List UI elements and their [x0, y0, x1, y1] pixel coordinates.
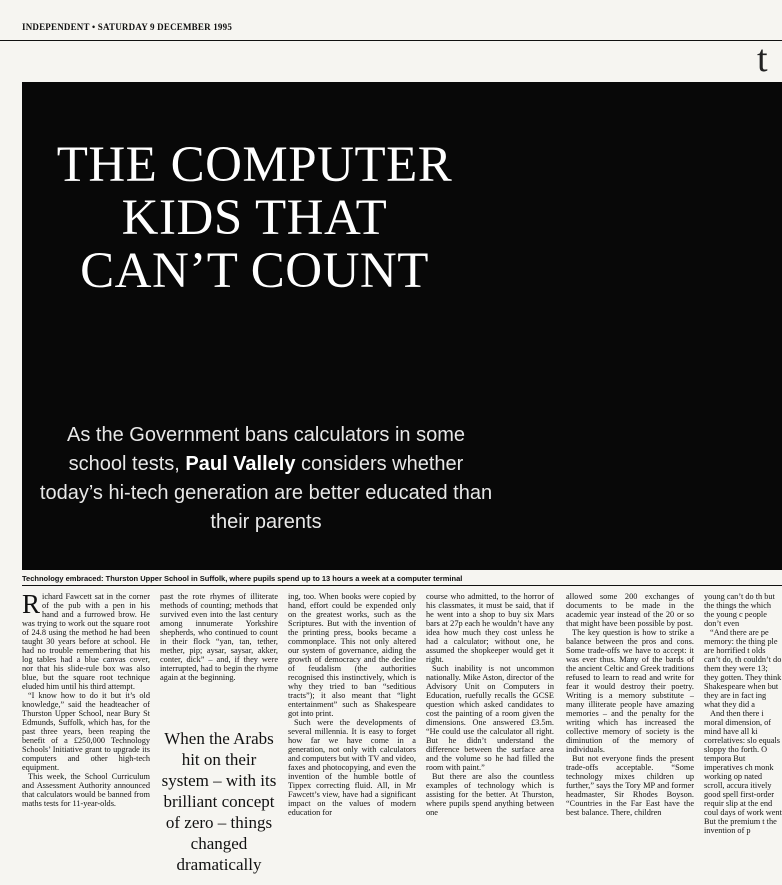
- article-paragraph: But there are also the countless examples of technology which is assisting for the better. At Thurston, where pupils spend anything between one: [426, 772, 554, 817]
- article-paragraph: Richard Fawcett sat in the corner of the pub with a pen in his hand and a furrowed brow. He was trying to work out the square root of 24.8 using the method he had been taught 30 years before at school. He had no trouble remembering that his log tables had a blue canvas cover, nor that his slide-rule box was also blue, but the square root technique eluded him until his third attempt.: [22, 592, 150, 691]
- article-paragraph: And then there i moral dimension, of mind have all ki correlatives: slo equals sloppy tho forth. O tempora But imperatives ch monk working op nated scroll, accura itively good spell first-order requir slip at the end coul days of work went But the premium t the invention of p: [704, 709, 782, 835]
- article-paragraph: The key question is how to strike a balance between the pros and cons. Some trade-offs we have to accept: it was ever thus. Many of the bards of the ancient Celtic and Greek traditions refused to learn to read and write for fear it would destroy their poetry. Writing is a memory substitute – many illiterate people have amazing memories – and the penalty for the writing which has increased the collective memory of society is the diminution of the memory of individuals.: [566, 628, 694, 754]
- headline-line-3: CAN’T COUNT: [80, 243, 429, 299]
- feature-photo: [22, 82, 782, 570]
- article-paragraph: “I know how to do it but it’s old knowledge,” said the headteacher of Thurston Upper School, near Bury St Edmunds, Suffolk, which has, for the past three years, been reaping the benefit of a £250,000 Technology Schools’ Initiative grant to upgrade its computers and other high-tech equipment.: [22, 691, 150, 772]
- standfirst-outro: considers whether today’s hi-tech generation are better educated than their parents: [39, 453, 493, 533]
- article-paragraph: But not everyone finds the present trade-offs acceptable. “Some technology mixes children up further,” says the Tory MP and former headmaster, Sir Rhodes Boyson. “Countries in the Far East have the best balance. There, children: [566, 754, 694, 817]
- article-paragraph: Such inability is not uncommon nationally. Mike Aston, director of the Advisory Unit on Computers in Education, ruefully recalls the GCSE question which asked candidates to cost the painting of a room given the dimensions. One answered £3.5m. “He could use the calculator all right. But he didn’t understand the difference between the surface area and the volume so he had filled the room with paint.”: [426, 664, 554, 772]
- photo-caption: Technology embraced: Thurston Upper School in Suffolk, where pupils spend up to 13 hours a week at a computer terminal: [22, 574, 463, 583]
- article-column-3: [288, 592, 416, 885]
- article-paragraph: course who admitted, to the horror of his classmates, it must be said, that if he went into a shop to buy six Mars bars at 27p each he wouldn’t have any idea how much they cost unless he had a calculator; without one, he assumed the shopkeeper would get it right.: [426, 592, 554, 664]
- standfirst-intro: As the Government bans calculators in some school tests,: [67, 424, 465, 475]
- article-paragraph: “And there are pe memory: the thing ple are horrified t olds can’t do, th couldn’t do them they were 13; they gotten. They think Shakespeare when but they are in fact ing what they did a: [704, 628, 782, 709]
- article-paragraph: Such were the developments of several millennia. It is easy to forget how far we have come in a generation, not only with calculators and computers but with TV and video, faxes and photocopying, and even the invention of the humble bottle of Tippex correcting fluid. All, in Mr Fawcett’s view, have had a significant impact on the values of modern education for: [288, 718, 416, 817]
- headline: [42, 139, 467, 298]
- pull-quote: When the Arabs hit on their system – with its brilliant concept of zero – things changed dramatically: [161, 729, 277, 874]
- partial-headline-letter: t: [757, 38, 768, 80]
- headline-line-1: THE COMPUTER: [56, 137, 453, 193]
- caption-rule: [22, 585, 782, 586]
- author-byline: Paul Vallely: [185, 453, 296, 475]
- article-column-6-cropped: [704, 592, 782, 885]
- headline-line-2: KIDS THAT: [121, 190, 388, 246]
- top-rule: [0, 40, 782, 41]
- article-paragraph: allowed some 200 exchanges of documents to be made in the academic year instead of the 20 or so that might have been possible by post.: [566, 592, 694, 628]
- article-paragraph: past the rote rhymes of illiterate methods of counting; methods that survived even into the last century among innumerate Yorkshire shepherds, who continued to count in their flock “yan, tan, tether, mether, pip; aysar, saysar, akker, conter, dick” – and, if they were interrupted, had to begin the rhyme again at the beginning.: [160, 592, 278, 682]
- drop-cap: R: [22, 592, 41, 619]
- standfirst: [36, 421, 496, 537]
- article-paragraph: This week, the School Curriculum and Assessment Authority announced that calculators would be banned from maths tests for 11-year-olds.: [22, 772, 150, 808]
- article-column-5: [566, 592, 694, 885]
- article-column-1: [22, 592, 150, 885]
- article-column-4: [426, 592, 554, 885]
- article-paragraph: young can’t do th but the things the which the young c people don’t even: [704, 592, 775, 628]
- masthead: INDEPENDENT • SATURDAY 9 DECEMBER 1995: [22, 22, 233, 32]
- article-paragraph: ing, too. When books were copied by hand, effort could be expended only on the greatest works, such as the Scriptures. But with the invention of the printing press, books became a commonplace. This not only altered our system of governance, aiding the growth of democracy and the decline of feudalism (the authorities recognised this instinctively, which is why they tried to ban “seditious tracts”); it also meant that “light entertainment” such as Shakespeare got into print.: [288, 592, 416, 718]
